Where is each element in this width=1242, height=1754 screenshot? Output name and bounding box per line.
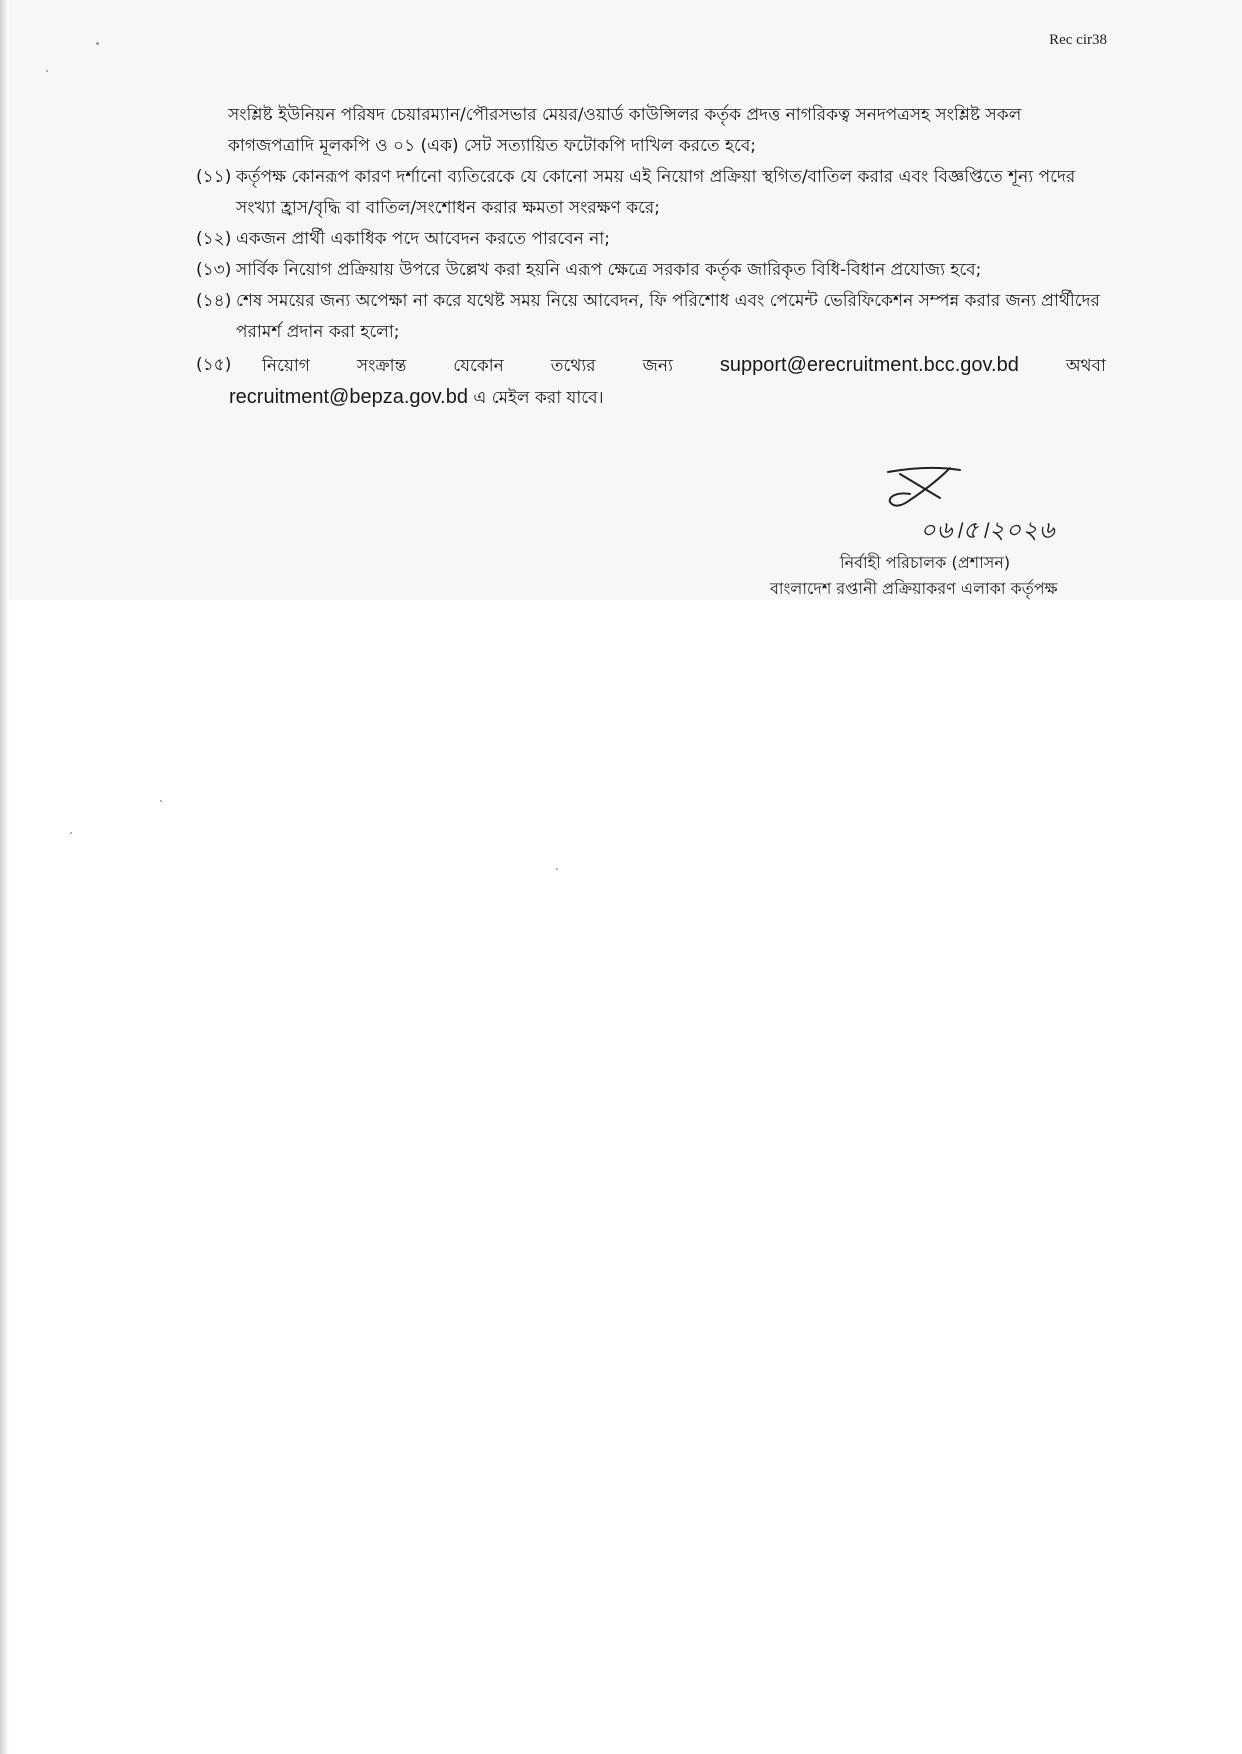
document-body: [196, 100, 1106, 414]
item-number: (১৪): [196, 291, 232, 311]
item-number: (১৫): [196, 355, 232, 375]
word: যেকোন: [453, 356, 504, 376]
contact-line-2: [229, 382, 1106, 414]
scan-edge: [0, 0, 9, 1754]
word: সংক্রান্ত: [356, 356, 407, 376]
item-text: কর্তৃপক্ষ কোনরূপ কারণ দর্শানো ব্যতিরেকে যে কোনো সময় এই নিয়োগ প্রক্রিয়া স্থগিত/বাতিল করার এবং বিজ্ঞপ্তিতে শূন্য পদের সংখ্যা হ্রাস/বৃদ্ধি বা বাতিল/সংশোধন করার ক্ষমতা সংরক্ষণ করে;: [236, 167, 1076, 218]
scan-speck: [96, 42, 99, 45]
signature-date: ০৬।৫।২০২৬: [920, 516, 1056, 544]
item-number: (১৩): [196, 260, 232, 280]
item-text: [229, 350, 1106, 414]
continuation-paragraph: সংশ্লিষ্ট ইউনিয়ন পরিষদ চেয়ারম্যান/পৌরসভার মেয়র/ওয়ার্ড কাউন্সিলর কর্তৃক প্রদত্ত নাগরিকত্ব সনদপত্রসহ সংশ্লিষ্ট সকল কাগজপত্রাদি মূলকপি ও ০১ (এক) সেট সত্যায়িত ফটোকপি দাখিল করতে হবে;: [228, 105, 1022, 156]
list-item: [196, 286, 1106, 348]
item-number: (১১): [196, 167, 232, 187]
signatory-organization: বাংলাদেশ রপ্তানী প্রক্রিয়াকরণ এলাকা কর্তৃপক্ষ: [770, 579, 1058, 598]
support-email: support@erecruitment.bcc.gov.bd: [719, 354, 1019, 376]
list-item: [196, 162, 1106, 224]
list-item: [196, 224, 1106, 255]
list-item-contact: [196, 350, 1106, 414]
item-number: (১২): [196, 229, 232, 249]
scan-speck: [556, 868, 558, 870]
item-text: সার্বিক নিয়োগ প্রক্রিয়ায় উপরে উল্লেখ করা হয়নি এরূপ ক্ষেত্রে সরকার কর্তৃক জারিকৃত বিধি-বিধান প্রযোজ্য হবে;: [236, 260, 982, 280]
item-text: একজন প্রার্থী একাধিক পদে আবেদন করতে পারবেন না;: [236, 229, 610, 249]
item-text: শেষ সময়ের জন্য অপেক্ষা না করে যথেষ্ট সময় নিয়ে আবেদন, ফি পরিশোধ এবং পেমেন্ট ভেরিফিকেশন সম্পন্ন করার জন্য প্রার্থীদের পরামর্শ প্রদান করা হলো;: [236, 291, 1100, 342]
scan-speck: [160, 800, 162, 802]
scan-speck: [46, 70, 48, 72]
signatory-title: নির্বাহী পরিচালক (প্রশাসন): [840, 553, 1011, 572]
word: তথ্যের: [550, 356, 596, 376]
reference-code: Rec cir38: [1049, 32, 1107, 48]
word: নিয়োগ: [262, 356, 310, 376]
bepza-email: recruitment@bepza.gov.bd: [229, 386, 468, 408]
contact-line: [236, 350, 1106, 382]
scan-speck: [70, 832, 72, 834]
word: জন্য: [642, 356, 673, 376]
contact-tail: এ মেইল করা যাবে।: [473, 388, 604, 408]
list-item: [196, 255, 1106, 286]
word: অথবা: [1065, 356, 1106, 376]
